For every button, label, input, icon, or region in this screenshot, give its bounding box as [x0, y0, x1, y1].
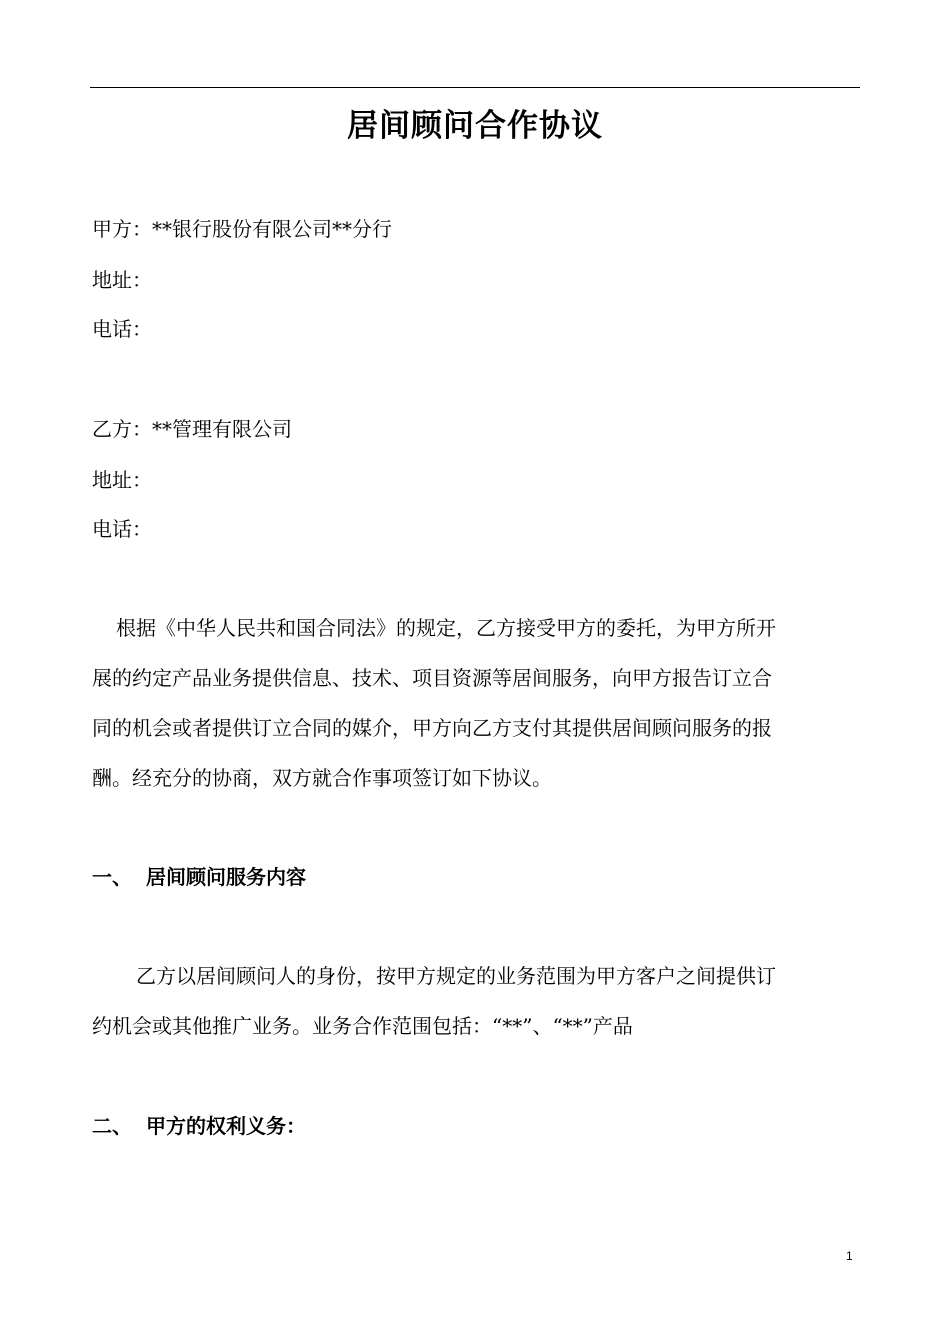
section-2-number: 二、 [92, 1114, 132, 1138]
section-2-title: 甲方的权利义务： [146, 1114, 306, 1138]
section-1-title: 居间顾问服务内容 [146, 865, 306, 889]
party-b-address: 地址： [92, 468, 152, 492]
section-2-heading [92, 1112, 306, 1140]
party-b-name: 乙方：**管理有限公司 [92, 417, 292, 441]
preamble-line: 酬。经充分的协商，双方就合作事项签订如下协议。 [92, 766, 552, 790]
section-1-line: 约机会或其他推广业务。业务合作范围包括：“**”、“**”产品 [92, 1014, 633, 1038]
header-rule [90, 87, 860, 88]
preamble-line: 展的约定产品业务提供信息、技术、项目资源等居间服务，向甲方报告订立合 [92, 666, 772, 690]
party-a-phone: 电话： [92, 317, 152, 341]
document-title: 居间顾问合作协议 [347, 108, 603, 144]
preamble-line: 根据《中华人民共和国合同法》的规定，乙方接受甲方的委托，为甲方所开 [116, 616, 776, 640]
section-1-number: 一、 [92, 865, 132, 889]
section-1-body [92, 951, 860, 1051]
page-number: 1 [846, 1249, 853, 1263]
section-1-heading [92, 863, 306, 891]
party-b-phone: 电话： [92, 517, 152, 541]
party-a-name: 甲方：**银行股份有限公司**分行 [92, 217, 392, 241]
party-a-address: 地址： [92, 268, 152, 292]
section-1-line: 乙方以居间顾问人的身份，按甲方规定的业务范围为甲方客户之间提供订 [136, 964, 776, 988]
preamble-paragraph [92, 603, 860, 803]
preamble-line: 同的机会或者提供订立合同的媒介，甲方向乙方支付其提供居间顾问服务的报 [92, 716, 772, 740]
